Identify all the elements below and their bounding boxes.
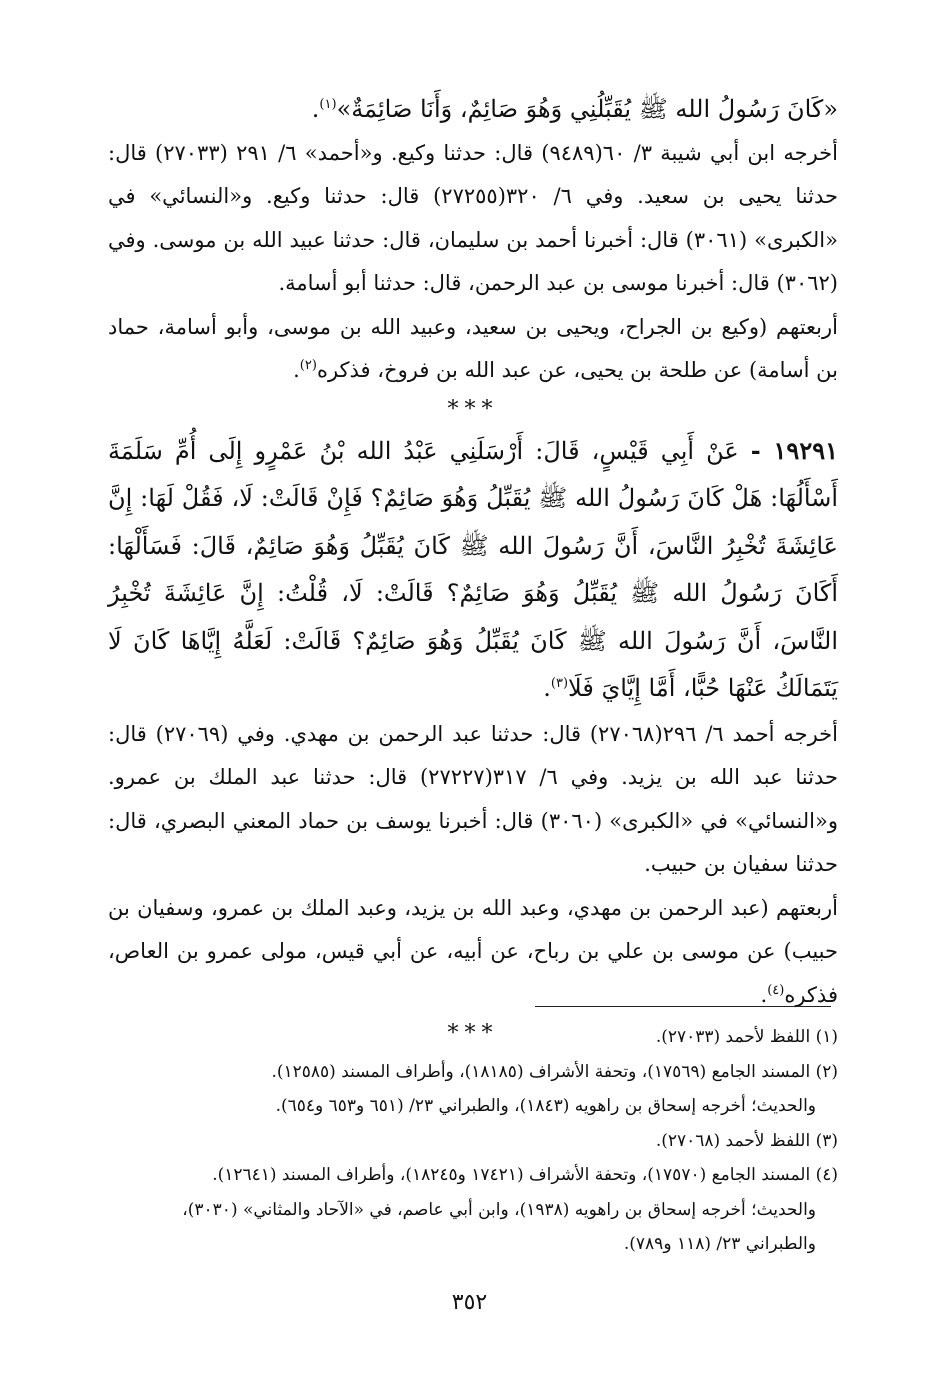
footnote-continuation: والحديث؛ أخرجه إسحاق بن راهويه (١٨٤٣)، والطبراني ٢٣/ (٦٥١ و٦٥٣ و٦٥٤).: [275, 1096, 816, 1116]
footnote-divider: [535, 1006, 831, 1007]
main-text: [108, 88, 838, 1051]
footnote: (٣) اللفظ لأحمد (٢٧٠٦٨).: [655, 1130, 838, 1151]
page-number: ٣٥٢: [451, 1290, 488, 1315]
footnotes: [108, 1020, 838, 1262]
hadith-number: ١٩٢٩١ -: [750, 435, 838, 465]
footnote-ref-2[interactable]: (٢): [299, 358, 317, 373]
takhrij-paragraph-2: أخرجه أحمد ٦/ ٢٩٦(٢٧٠٦٨) قال: حدثنا عبد الرحمن بن مهدي. وفي (٢٧٠٦٩) قال: حدثنا عبد الله بن يزيد. وفي ٦/ ٣١٧(٢٧٢٢٧) قال: حدثنا عبد الملك بن عمرو. و«النسائي» في «الكبرى» (٣٠٦٠) قال: أخبرنا يوسف بن حماد المعني البصري، قال: حدثنا سفيان بن حبيب.: [108, 721, 838, 876]
footnote: (٢) المسند الجامع (١٧٥٦٩)، وتحفة الأشراف (١٨١٨٥)، وأطراف المسند (١٢٥٨٥).: [271, 1061, 838, 1082]
footnote: (١) اللفظ لأحمد (٢٧٠٣٣).: [655, 1027, 838, 1047]
takhrij-paragraph-1: أخرجه ابن أبي شيبة ٣/ ٦٠(٩٤٨٩) قال: حدثنا وكيع. و«أحمد» ٦/ ٢٩١ (٢٧٠٣٣) قال: حدثنا يحيى بن سعيد. وفي ٦/ ٣٢٠(٢٧٢٥٥) قال: حدثنا وكيع. و«النسائي» في «الكبرى» (٣٠٦١) قال: أخبرنا أحمد بن سليمان، قال: حدثنا عبيد الله بن موسى. وفي (٣٠٦٢) قال: أخبرنا موسى بن عبد الرحمن، قال: حدثنا أبو أسامة.: [108, 140, 838, 295]
footnote-continuation: والطبراني ٢٣/ (١١٨ و٧٨٩).: [623, 1234, 816, 1254]
narrators-summary-2: أربعتهم (عبد الرحمن بن مهدي، وعبد الله بن يزيد، وعبد الملك بن عمرو، وسفيان بن حبيب) عن موسى بن علي بن رباح، عن أبيه، عن أبي قيس، مولى عمرو بن العاص، فذكره$^{(٤)}$.: [108, 895, 838, 1007]
footnote-ref-4[interactable]: (٤): [767, 982, 785, 998]
section-separator: ***: [447, 1021, 499, 1046]
hadith-quote-line: «كَانَ رَسُولُ الله ﷺ يُقَبِّلُنِي وَهُوَ صَائِمٌ، وَأَنَا صَائِمَةٌ»$^{(١)}$.: [311, 95, 838, 123]
narrators-summary-1: أربعتهم (وكيع بن الجراح، ويحيى بن سعيد، وعبيد الله بن موسى، وأبو أسامة، حماد بن أسامة) عن طلحة بن يحيى، عن عبد الله بن فروخ، فذكره$^{(٢)}$.: [108, 314, 838, 382]
footnote-continuation: والحديث؛ أخرجه إسحاق بن راهويه (١٩٣٨)، وابن أبي عاصم، في «الآحاد والمثاني» (٣٠٣٠)،: [182, 1199, 816, 1220]
section-separator: ***: [447, 396, 499, 422]
hadith-text: ١٩٢٩١ - عَنْ أَبِي قَيْسٍ، قَالَ: أَرْسَلَنِي عَبْدُ الله بْنُ عَمْرٍو إِلَى أُمِّ سَلَمَةَ أَسْأَلُهَا: هَلْ كَانَ رَسُولُ الله ﷺ يُقَبِّلُ وَهُوَ صَائِمٌ؟ فَإِنْ قَالَتْ: لَا، فَقُلْ لَهَا: إِنَّ عَائِشَةَ تُخْبِرُ النَّاسَ، أَنَّ رَسُولَ الله ﷺ كَانَ يُقَبِّلُ وَهُوَ صَائِمٌ، قَالَ: فَسَأَلْهَا: أَكَانَ رَسُولُ الله ﷺ يُقَبِّلُ وَهُوَ صَائِمٌ؟ قَالَتْ: لَا، قُلْتُ: إِنَّ عَائِشَةَ تُخْبِرُ النَّاسَ، أَنَّ رَسُولَ الله ﷺ كَانَ يُقَبِّلُ وَهُوَ صَائِمٌ؟ قَالَتْ: لَعَلَّهُ إِيَّاهَا كَانَ لَا يَتَمَالَكُ عَنْهَا حُبًّا، أَمَّا إِيَّايَ فَلَا$^{(٣)}$.: [108, 435, 838, 702]
footnote-ref-3[interactable]: (٣): [550, 676, 569, 691]
footnote-ref-1[interactable]: (١): [319, 97, 337, 112]
footnote: (٤) المسند الجامع (١٧٥٧٠)، وتحفة الأشراف (١٧٤٢١ و١٨٢٤٥)، وأطراف المسند (١٢٦٤١).: [212, 1165, 838, 1185]
